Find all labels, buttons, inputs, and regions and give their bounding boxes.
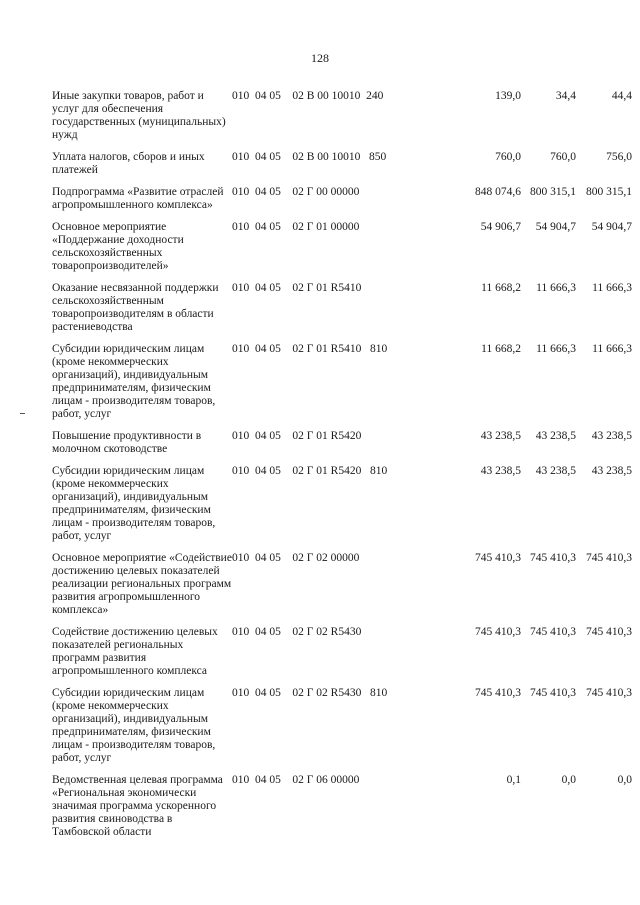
table-row [52,186,632,221]
row-name: Субсидии юридическим лицам (кроме некоммерческих организаций), индивидуальным предпринимателям, физическим лицам - производителям товаров, работ, услуг [52,343,216,420]
row-value-2: 43 238,5 [535,430,576,442]
row-value-2: 0,0 [561,774,576,786]
table-row [52,343,632,430]
row-value-2: 745 410,3 [530,626,576,638]
row-code: 010 04 05 02 Г 02 00000 [232,552,360,564]
row-value-1: 139,0 [495,90,521,102]
table-row [52,430,632,465]
row-name: Субсидии юридическим лицам (кроме некоммерческих организаций), индивидуальным предпринимателям, физическим лицам - производителям товаров, работ, услуг [52,465,216,542]
row-name: Оказание несвязанной поддержки сельскохозяйственным товаропроизводителям в области растениеводства [52,282,219,333]
row-value-1: 43 238,5 [480,430,521,442]
row-name: Основное мероприятие «Поддержание доходности сельскохозяйственных товаропроизводителей» [52,221,184,272]
row-name: Содействие достижению целевых показателей региональных программ развития агропромышленного комплекса [52,626,218,677]
row-value-3: 745 410,3 [586,687,632,699]
row-value-3: 54 904,7 [591,221,632,233]
row-code: 010 04 05 02 Г 00 00000 [232,186,360,198]
row-value-1: 0,1 [506,774,521,786]
row-code: 010 04 05 02 Г 06 00000 [232,774,360,786]
row-value-3: 43 238,5 [591,430,632,442]
row-name: Субсидии юридическим лицам (кроме некоммерческих организаций), индивидуальным предпринимателям, физическим лицам - производителям товаров, работ, услуг [52,687,216,764]
margin-mark [20,413,25,414]
row-code: 010 04 05 02 Г 01 R5420 810 [232,465,388,477]
row-value-2: 745 410,3 [530,552,576,564]
row-code: 010 04 05 02 Г 01 00000 [232,221,360,233]
table-row [52,151,632,186]
row-value-3: 11 666,3 [592,282,632,294]
row-code: 010 04 05 02 Г 02 R5430 [232,626,362,638]
row-value-1: 760,0 [495,151,521,163]
row-value-3: 44,4 [611,90,632,102]
table-row [52,552,632,626]
row-value-2: 34,4 [555,90,576,102]
table-row [52,465,632,552]
row-value-1: 11 668,2 [481,343,521,355]
row-name: Иные закупки товаров, работ и услуг для обеспечения государственных (муниципальных) нужд [52,90,226,141]
table-row [52,282,632,343]
row-name: Подпрограмма «Развитие отраслей агропромышленного комплекса» [52,186,224,211]
row-code: 010 04 05 02 Г 01 R5410 [232,282,362,294]
table-row [52,221,632,282]
row-code: 010 04 05 02 В 00 10010 850 [232,151,387,163]
row-value-2: 800 315,1 [530,186,576,198]
row-name: Ведомственная целевая программа «Региональная экономически значимая программа ускоренного развития свиноводства в Тамбовской области [52,774,223,838]
row-value-1: 745 410,3 [475,552,521,564]
row-value-3: 745 410,3 [586,552,632,564]
row-value-3: 756,0 [606,151,632,163]
row-value-3: 0,0 [617,774,632,786]
row-value-2: 745 410,3 [530,687,576,699]
row-value-3: 745 410,3 [586,626,632,638]
row-name: Основное мероприятие «Содействие достижению целевых показателей реализации региональных программ развития агропромышленного комплекса» [52,552,232,616]
row-value-1: 848 074,6 [475,186,521,198]
row-name: Повышение продуктивности в молочном скотоводстве [52,430,202,455]
row-value-1: 43 238,5 [480,465,521,477]
table-row [52,90,632,151]
row-value-3: 11 666,3 [592,343,632,355]
row-value-2: 54 904,7 [535,221,576,233]
row-value-2: 11 666,3 [536,282,576,294]
row-value-1: 11 668,2 [481,282,521,294]
table-row [52,626,632,687]
row-code: 010 04 05 02 Г 01 R5410 810 [232,343,388,355]
row-value-2: 760,0 [550,151,576,163]
row-value-3: 800 315,1 [586,186,632,198]
table-row [52,687,632,774]
row-value-1: 54 906,7 [480,221,521,233]
row-value-2: 11 666,3 [536,343,576,355]
row-value-2: 43 238,5 [535,465,576,477]
row-name: Уплата налогов, сборов и иных платежей [52,151,205,176]
page-number: 128 [311,51,329,65]
row-value-1: 745 410,3 [475,626,521,638]
table-row [52,774,632,848]
budget-table [52,90,632,848]
row-code: 010 04 05 02 Г 02 R5430 810 [232,687,388,699]
row-code: 010 04 05 02 В 00 10010 240 [232,90,384,102]
row-code: 010 04 05 02 Г 01 R5420 [232,430,362,442]
row-value-3: 43 238,5 [591,465,632,477]
row-value-1: 745 410,3 [475,687,521,699]
